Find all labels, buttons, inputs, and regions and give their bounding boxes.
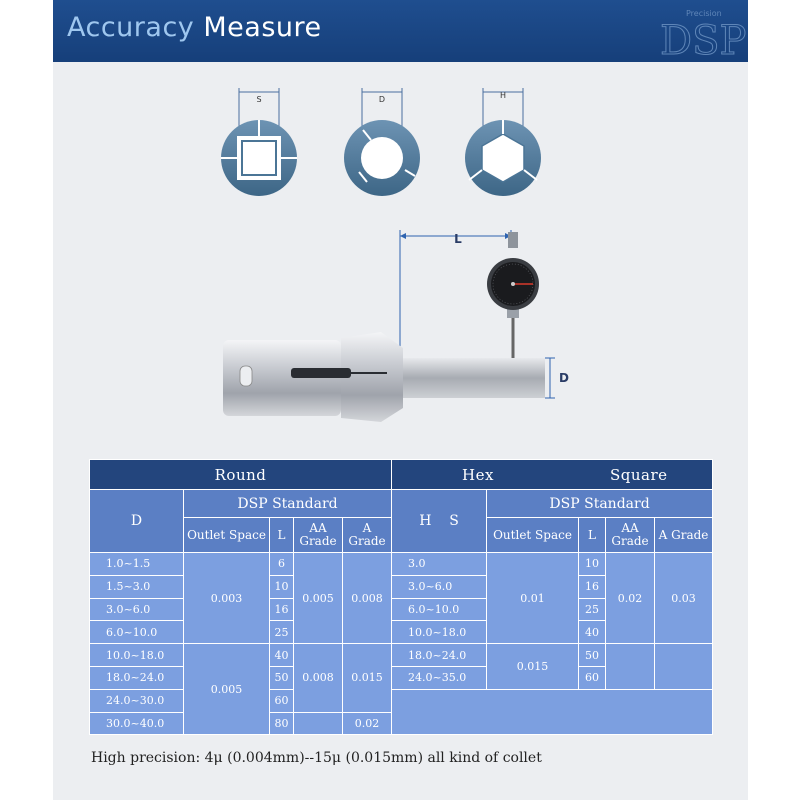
hex-empty-block (392, 689, 713, 735)
label-l: L (454, 232, 462, 246)
accuracy-table (89, 459, 713, 735)
round-outlet-value: 0.005 (184, 644, 270, 735)
hex-hs-label: H S (392, 490, 487, 553)
hex-aa-empty (606, 644, 655, 690)
round-range: 1.5~3.0 (90, 575, 184, 598)
round-d-label: D (90, 490, 184, 553)
round-l-value: 25 (270, 621, 294, 644)
table-row (90, 689, 713, 712)
round-l-value: 50 (270, 666, 294, 689)
hex-l-value: 60 (579, 666, 606, 689)
round-range: 1.0~1.5 (90, 553, 184, 576)
round-range: 30.0~40.0 (90, 712, 184, 735)
measurement-diagram (53, 62, 748, 457)
title-main: Measure (203, 12, 322, 43)
logo-big-text: DSP (660, 18, 747, 60)
round-range: 24.0~30.0 (90, 689, 184, 712)
hex-col-l: L (579, 518, 606, 553)
round-dsp-standard: DSP Standard (184, 490, 392, 518)
hex-outlet-value: 0.01 (487, 553, 579, 644)
round-l-value: 6 (270, 553, 294, 576)
hex-aa-value: 0.02 (606, 553, 655, 644)
header-round: Round (90, 460, 392, 490)
hex-range: 3.0~6.0 (392, 575, 487, 598)
round-range: 10.0~18.0 (90, 644, 184, 667)
dsp-logo (646, 2, 756, 60)
hex-l-value: 50 (579, 644, 606, 667)
dial-indicator-icon (487, 232, 539, 358)
hex-range: 6.0~10.0 (392, 598, 487, 621)
round-aa-empty (294, 712, 343, 735)
header-hex: Hex (462, 466, 494, 484)
hex-l-value: 40 (579, 621, 606, 644)
table-row (90, 644, 713, 667)
round-l-value: 10 (270, 575, 294, 598)
round-aa-value: 0.005 (294, 553, 343, 644)
header-square: Square (610, 466, 668, 484)
round-a-value: 0.015 (343, 644, 392, 712)
page-title (67, 12, 322, 43)
round-a-value: 0.008 (343, 553, 392, 644)
round-range: 3.0~6.0 (90, 598, 184, 621)
hex-range: 3.0 (392, 553, 487, 576)
round-l-value: 60 (270, 689, 294, 712)
round-l-value: 80 (270, 712, 294, 735)
hex-col-a: A Grade (655, 518, 713, 553)
label-s: S (256, 95, 262, 104)
round-range: 6.0~10.0 (90, 621, 184, 644)
hex-range: 24.0~35.0 (392, 666, 487, 689)
title-accent: Accuracy (67, 12, 195, 43)
label-d: D (378, 95, 386, 104)
logo-small-text: Precision (686, 9, 722, 18)
label-diameter: D (559, 371, 569, 385)
label-h: H (499, 91, 507, 100)
hex-col-outlet: Outlet Space (487, 518, 579, 553)
round-col-outlet: Outlet Space (184, 518, 270, 553)
hex-collet-icon (465, 88, 541, 196)
precision-note: High precision: 4μ (0.004mm)--15μ (0.015mm) all kind of collet (91, 750, 542, 766)
hex-outlet-value: 0.015 (487, 644, 579, 690)
round-collet-icon (344, 88, 420, 196)
hex-range: 18.0~24.0 (392, 644, 487, 667)
header-banner (53, 0, 748, 62)
round-col-a: A Grade (343, 518, 392, 553)
square-collet-icon (221, 88, 297, 196)
round-col-l: L (270, 518, 294, 553)
hex-range: 10.0~18.0 (392, 621, 487, 644)
table-row (90, 553, 713, 576)
round-l-value: 16 (270, 598, 294, 621)
round-aa-value: 0.008 (294, 644, 343, 712)
hex-col-aa: AA Grade (606, 518, 655, 553)
hex-l-value: 10 (579, 553, 606, 576)
round-range: 18.0~24.0 (90, 666, 184, 689)
hex-l-value: 16 (579, 575, 606, 598)
round-a-value: 0.02 (343, 712, 392, 735)
round-col-aa: AA Grade (294, 518, 343, 553)
hex-a-empty (655, 644, 713, 690)
hex-dsp-standard: DSP Standard (487, 490, 713, 518)
hex-l-value: 25 (579, 598, 606, 621)
hex-a-value: 0.03 (655, 553, 713, 644)
collet-body (223, 332, 569, 422)
header-hex-square (392, 460, 713, 490)
round-outlet-value: 0.003 (184, 553, 270, 644)
round-l-value: 40 (270, 644, 294, 667)
